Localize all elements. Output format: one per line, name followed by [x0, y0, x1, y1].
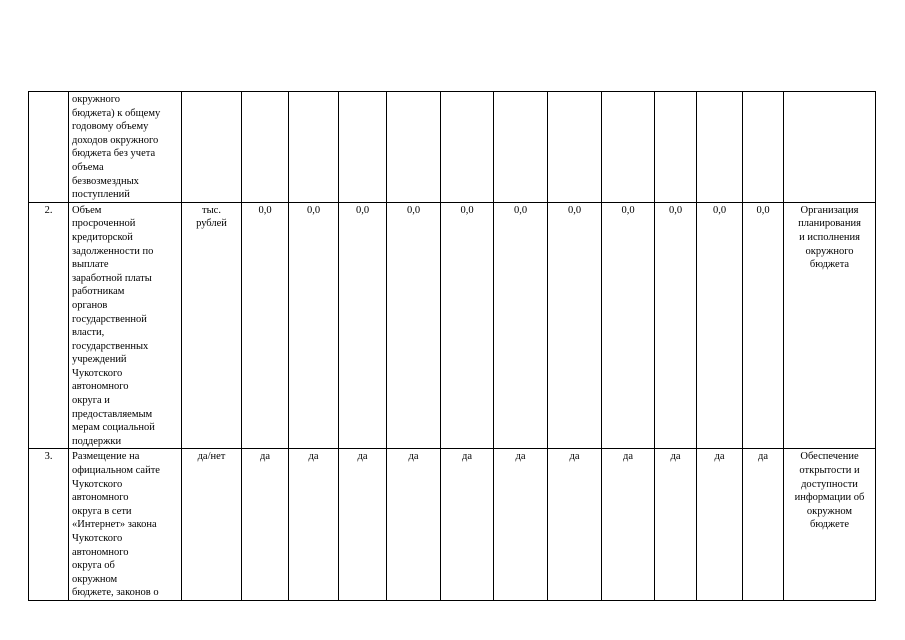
value-cell: да [387, 449, 441, 601]
value-cell: да [655, 449, 697, 601]
responsible-cell [784, 92, 876, 203]
value-cell: да [697, 449, 743, 601]
value-cell: 0,0 [602, 202, 655, 449]
unit-cell [182, 449, 242, 601]
value-cell [697, 92, 743, 203]
value-cell [242, 92, 289, 203]
indicator-name-text: окружного бюджета) к общему годовому объему доходов окружного бюджета без учета объема безвозмездных поступлений [72, 94, 161, 201]
table-row [29, 449, 876, 601]
unit-cell [182, 92, 242, 203]
value-cell: да [289, 449, 339, 601]
unit-text: тыс. рублей [196, 204, 227, 230]
value-cell [655, 92, 697, 203]
value-cell: 0,0 [387, 202, 441, 449]
responsible-text: Обеспечение открытости и доступности информации об окружном бюджете [794, 451, 865, 531]
indicator-name [69, 202, 182, 449]
value-cell: 0,0 [548, 202, 602, 449]
value-cell [743, 92, 784, 203]
value-cell: да [743, 449, 784, 601]
unit-text: да/нет [197, 451, 226, 463]
value-cell [602, 92, 655, 203]
responsible-cell [784, 449, 876, 601]
table-row [29, 202, 876, 449]
value-cell [289, 92, 339, 203]
value-cell: да [494, 449, 548, 601]
responsible-cell [784, 202, 876, 449]
value-cell [339, 92, 387, 203]
value-cell: 0,0 [743, 202, 784, 449]
value-cell: да [602, 449, 655, 601]
table-row [29, 92, 876, 203]
value-cell: 0,0 [697, 202, 743, 449]
value-cell: 0,0 [242, 202, 289, 449]
row-number: 3. [29, 449, 69, 601]
row-number [29, 92, 69, 203]
indicator-name [69, 449, 182, 601]
value-cell: да [548, 449, 602, 601]
value-cell [441, 92, 494, 203]
value-cell: 0,0 [289, 202, 339, 449]
unit-cell [182, 202, 242, 449]
table-body [29, 92, 876, 601]
indicator-name-text: Размещение на официальном сайте Чукотского автономного округа в сети «Интернет» закона Чукотского автономного округа об окружном бюджете, законов о [72, 451, 160, 599]
row-number: 2. [29, 202, 69, 449]
value-cell: 0,0 [441, 202, 494, 449]
value-cell [387, 92, 441, 203]
value-cell [548, 92, 602, 203]
value-cell: 0,0 [655, 202, 697, 449]
value-cell: да [242, 449, 289, 601]
value-cell: да [441, 449, 494, 601]
value-cell: 0,0 [494, 202, 548, 449]
indicators-table [28, 91, 876, 601]
indicator-name [69, 92, 182, 203]
indicator-name-text: Объем просроченной кредиторской задолженности по выплате заработной платы работникам органов государственной власти, государственных учреждений Чукотского автономного округа и предоставляемым мерам социальной поддержки [72, 204, 155, 447]
value-cell: да [339, 449, 387, 601]
value-cell [494, 92, 548, 203]
responsible-text: Организация планирования и исполнения окружного бюджета [798, 204, 861, 271]
value-cell: 0,0 [339, 202, 387, 449]
